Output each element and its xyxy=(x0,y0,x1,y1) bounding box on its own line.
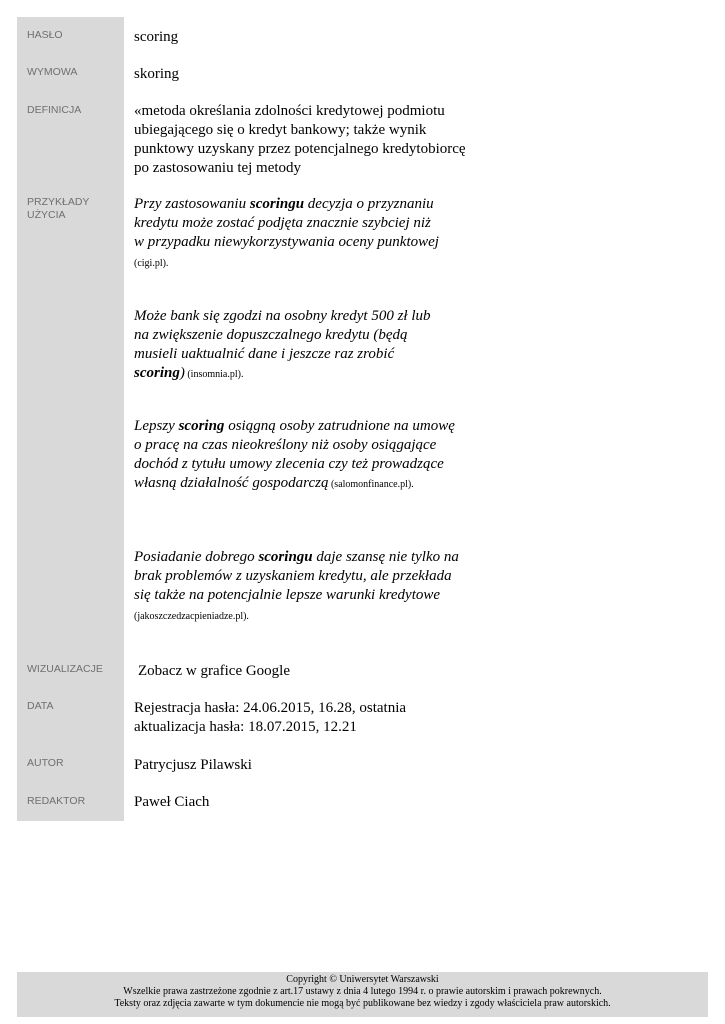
example-4-source: (jakoszczedzacpieniadze.pl). xyxy=(134,611,249,622)
example-1-text-before: Przy zastosowaniu xyxy=(134,196,250,212)
example-3-text-before: Lepszy xyxy=(134,418,179,434)
copyright-footer xyxy=(17,972,708,1017)
example-3-term: scoring xyxy=(178,418,225,434)
example-1-text-after: decyzja o przyznaniu kredytu może zostać podjęta znacznie szybciej niż w przypadku niewykorzystywania oceny punktowej xyxy=(134,196,439,250)
example-1 xyxy=(134,195,444,273)
footer-rights: Wszelkie prawa zastrzeżone zgodnie z art.17 ustawy z dnia 4 lutego 1994 r. o prawie autorskim i prawach pokrewnych. xyxy=(123,986,602,997)
example-1-source: (cigi.pl). xyxy=(134,258,169,269)
definicja-label: DEFINICJA xyxy=(27,104,82,116)
editor-value: Paweł Ciach xyxy=(134,794,210,810)
example-4-text-after: daje szansę nie tylko na brak problemów z uzyskaniem kredytu, ale przekłada się także na potencjalnie lepsze warunki kredytowe xyxy=(134,549,459,603)
example-2-term: scoring xyxy=(134,365,180,381)
wymowa-label: WYMOWA xyxy=(27,66,78,78)
google-images-link[interactable]: Zobacz w grafice Google xyxy=(138,663,291,679)
example-1-term: scoringu xyxy=(249,196,305,212)
example-4-term: scoringu xyxy=(258,549,313,565)
example-2-text-after: ) xyxy=(179,365,185,381)
haslo-label: HASŁO xyxy=(27,29,63,41)
redaktor-label: REDAKTOR xyxy=(27,795,86,807)
przyklady-label: PRZYKŁADY UŻYCIA xyxy=(27,196,90,221)
example-3 xyxy=(134,417,459,494)
example-3-text-after: osiągną osoby zatrudnione na umowę o pracę na czas nieokreślony niż osoby osiągające dochód z tytułu umowy zlecenia czy też prowadzące własną działalność gospodarczą xyxy=(134,418,455,491)
data-label: DATA xyxy=(27,700,54,712)
wizualizacje-label: WIZUALIZACJE xyxy=(27,663,103,675)
example-2-text-before: Może bank się zgodzi na osobny kredyt 500 zł lub na zwiększenie dopuszczalnego kredytu (będą musieli uaktualnić dane i jeszcze raz zrobić xyxy=(134,308,431,362)
footer-copyright: Copyright © Uniwersytet Warszawski xyxy=(286,974,439,985)
example-4 xyxy=(134,548,464,626)
example-2 xyxy=(134,307,444,384)
haslo-value: scoring xyxy=(134,29,179,45)
autor-label: AUTOR xyxy=(27,757,64,769)
wymowa-value: skoring xyxy=(134,66,179,82)
date-value: Rejestracja hasła: 24.06.2015, 16.28, ostatnia aktualizacja hasła: 18.07.2015, 12.21 xyxy=(134,700,407,735)
example-3-source: (salomonfinance.pl). xyxy=(328,479,414,490)
author-value: Patrycjusz Pilawski xyxy=(134,757,252,773)
example-2-source: (insomnia.pl). xyxy=(184,369,244,380)
footer-notice: Teksty oraz zdjęcia zawarte w tym dokumencie nie mogą być publikowane bez wiedzy i zgody właściciela praw autorskich. xyxy=(114,998,611,1009)
definicja-value: «metoda określania zdolności kredytowej podmiotu ubiegającego się o kredyt bankowy; także wynik punktowy uzyskany przez potencjalnego kredytobiorcę po zastosowaniu tej metody xyxy=(134,103,466,176)
example-4-text-before: Posiadanie dobrego xyxy=(134,549,259,565)
